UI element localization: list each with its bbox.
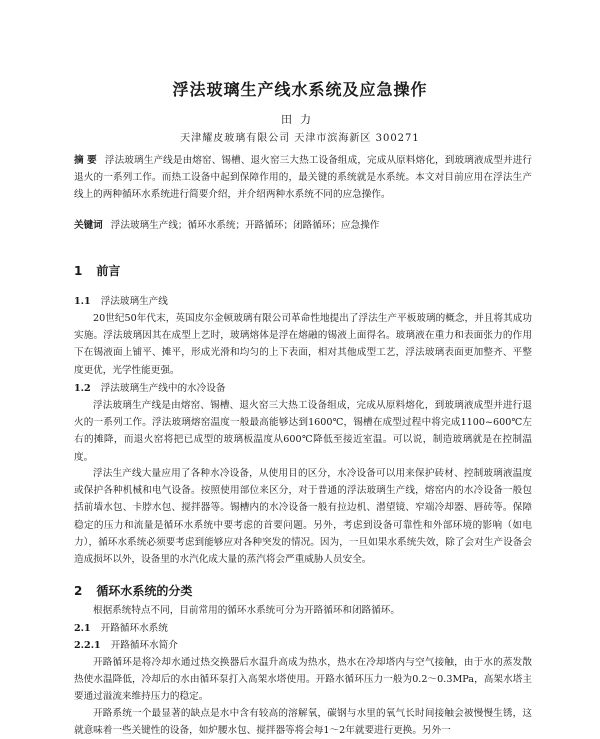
subsection-1-2-heading bbox=[74, 380, 225, 394]
abstract bbox=[74, 152, 532, 204]
paragraph-1-2-a: 浮法玻璃生产线是由熔窑、锡槽、退火窑三大热工设备组成，完成从原料熔化，到玻璃液成型并进行退火的一系列工作。浮法玻璃熔窑温度一般最高能够达到1600℃，锡槽在成型过程中将完成1100~600℃左右的摊降，而退火窑将把已成型的玻璃板温度从600℃降低至接近室温。可以说，制造玻璃就是在控制温度。 bbox=[74, 400, 532, 463]
section-1-number: 1 bbox=[74, 264, 83, 278]
subsection-1-1-number: 1.1 bbox=[74, 296, 91, 307]
subsection-1-2-title: 浮法玻璃生产线中的水冷设备 bbox=[100, 383, 226, 394]
author-affiliation: 天津耀皮玻璃有限公司 天津市滨海新区 300271 bbox=[180, 133, 420, 144]
keywords bbox=[74, 217, 532, 234]
author-name: 田力 bbox=[281, 113, 319, 126]
paragraph-2-2-1-b: 开路系统一个最显著的缺点是水中含有较高的溶解氧，碳钢与水里的氧气长时间接触会被慢慢生锈，这就意味着一些关键性的设备，如炉腰水包、搅拌器等将会每1～2年就要进行更换。另外一 bbox=[74, 708, 532, 737]
subsection-1-2-number: 1.2 bbox=[74, 383, 91, 394]
section-1-heading bbox=[74, 262, 120, 279]
abstract-text: 浮法玻璃生产线是由熔窑、锡槽、退火窑三大热工设备组成，完成从原料熔化，到玻璃液成型并进行退火的一系列工作。而热工设备中起到保障作用的，最关键的系统就是水系统。本文对目前应用在浮法生产线上的两种循环水系统进行简要介绍，并介绍两种水系统不同的应急操作。 bbox=[74, 155, 533, 201]
paragraph-1-1: 20世纪50年代末，英国皮尔金顿玻璃有限公司革命性地提出了浮法生产平板玻璃的概念，并且将其成功实施。浮法玻璃因其在成型上艺时，玻璃熔体是浮在熔融的锡液上面得名。玻璃液在重力和表面张力的作用下在锡液面上铺平、摊平，形成光滑和均匀的上下表面，相对其他成型工艺，浮法玻璃表面更加整齐、平整度更优，光学性能更强。 bbox=[74, 313, 532, 376]
section-2-title: 循环水系统的分类 bbox=[96, 584, 193, 598]
subsection-2-1-number: 2.1 bbox=[74, 623, 91, 634]
abstract-label: 摘 要 bbox=[74, 155, 97, 166]
keywords-label: 关键词 bbox=[74, 220, 103, 231]
subsection-2-1-title: 开路循环水系统 bbox=[100, 623, 168, 634]
keywords-text: 浮法玻璃生产线；循环水系统；开路循环；闭路循环；应急操作 bbox=[110, 220, 380, 231]
subsection-2-2-1-number: 2.2.1 bbox=[74, 640, 101, 651]
paragraph-2-2-1-a: 开路循环是将冷却水通过热交换器后水温升高成为热水，热水在冷却塔内与空气接触，由于水的蒸发散热使水温降低，冷却后的水由循环泵打入高架水塔使用。开路水循环压力一般为0.2～0.3MPa，高架水塔主要通过溢流来维持压力的稳定。 bbox=[74, 657, 532, 703]
section-2-number: 2 bbox=[74, 584, 83, 598]
subsection-2-2-1-heading bbox=[74, 637, 178, 651]
paper-title: 浮法玻璃生产线水系统及应急操作 bbox=[172, 80, 428, 99]
section-1-title: 前言 bbox=[96, 264, 121, 278]
subsection-2-1-heading bbox=[74, 620, 168, 634]
subsection-1-1-title: 浮法玻璃生产线 bbox=[100, 296, 168, 307]
subsection-2-2-1-title: 开路循环水简介 bbox=[110, 640, 178, 651]
section-2-intro: 根据系统特点不同，目前常用的循环水系统可分为开路循环和闭路循环。 bbox=[93, 605, 400, 616]
section-2-heading bbox=[74, 582, 192, 599]
subsection-1-1-heading bbox=[74, 293, 168, 307]
paragraph-1-2-b: 浮法生产线大量应用了各种水冷设备，从使用目的区分，水冷设备可以用来保护砖材、控制玻璃液温度或保护各种机械和电气设备。按照使用部位来区分，对于普通的浮法玻璃生产线，熔窑内的水冷设备一般包括前墙水包、卡脖水包、搅拌器等。锡槽内的水冷设备一般有拉边机、潜望镜、窄端冷却器、唇砖等。保障稳定的压力和流量是循环水系统中要考虑的首要问题。另外，考虑到设备可靠性和外部环境的影响（如电力），循环水系统必须要考虑到能够应对各种突发的情况。因为，一旦如果水系统失效，除了会对生产设备会造成损坏以外，设备里的水汽化成大量的蒸汽将会严重威胁人员安全。 bbox=[74, 468, 532, 566]
